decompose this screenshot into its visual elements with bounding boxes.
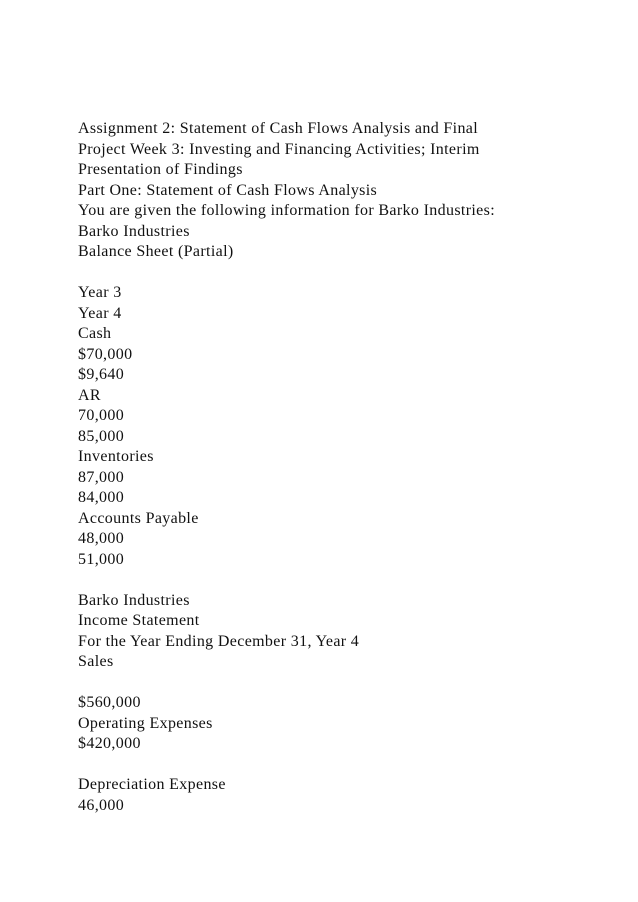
text-line: Barko Industries xyxy=(78,222,190,240)
text-line: Sales xyxy=(78,653,114,670)
text-line: Balance Sheet (Partial) xyxy=(78,243,234,260)
text-line: $9,640 xyxy=(78,366,125,383)
blank-line xyxy=(78,673,618,694)
text-line: 46,000 xyxy=(78,796,125,814)
text-line: Part One: Statement of Cash Flows Analysis xyxy=(78,181,378,199)
text-line: Year 4 xyxy=(78,304,122,322)
text-line: 48,000 xyxy=(78,530,125,547)
text-line: Presentation of Findings xyxy=(78,161,243,178)
text-line: Inventories xyxy=(78,448,154,465)
blank-line xyxy=(78,263,618,284)
text-line: You are given the following information for Barko Industries: xyxy=(78,202,495,219)
blank-line xyxy=(78,570,618,591)
text-line: Barko Industries xyxy=(78,591,190,609)
text-line: Year 3 xyxy=(78,284,122,301)
text-line: Depreciation Expense xyxy=(78,776,226,793)
text-line: Cash xyxy=(78,325,112,342)
blank-line xyxy=(78,755,618,776)
document-body xyxy=(78,119,618,816)
text-line: Project Week 3: Investing and Financing Activities; Interim xyxy=(78,140,480,158)
text-line: Accounts Payable xyxy=(78,509,199,527)
text-line: For the Year Ending December 31, Year 4 xyxy=(78,632,360,650)
text-line: $420,000 xyxy=(78,735,141,752)
text-line: $560,000 xyxy=(78,694,141,711)
text-line: Operating Expenses xyxy=(78,714,213,732)
text-line: Income Statement xyxy=(78,612,200,629)
text-line: 51,000 xyxy=(78,550,125,568)
text-line: $70,000 xyxy=(78,345,133,363)
text-line: 85,000 xyxy=(78,427,125,445)
text-line: 84,000 xyxy=(78,489,125,506)
text-line: AR xyxy=(78,386,101,404)
text-line: 87,000 xyxy=(78,468,125,486)
text-line: Assignment 2: Statement of Cash Flows Analysis and Final xyxy=(78,120,479,137)
text-line: 70,000 xyxy=(78,407,125,424)
